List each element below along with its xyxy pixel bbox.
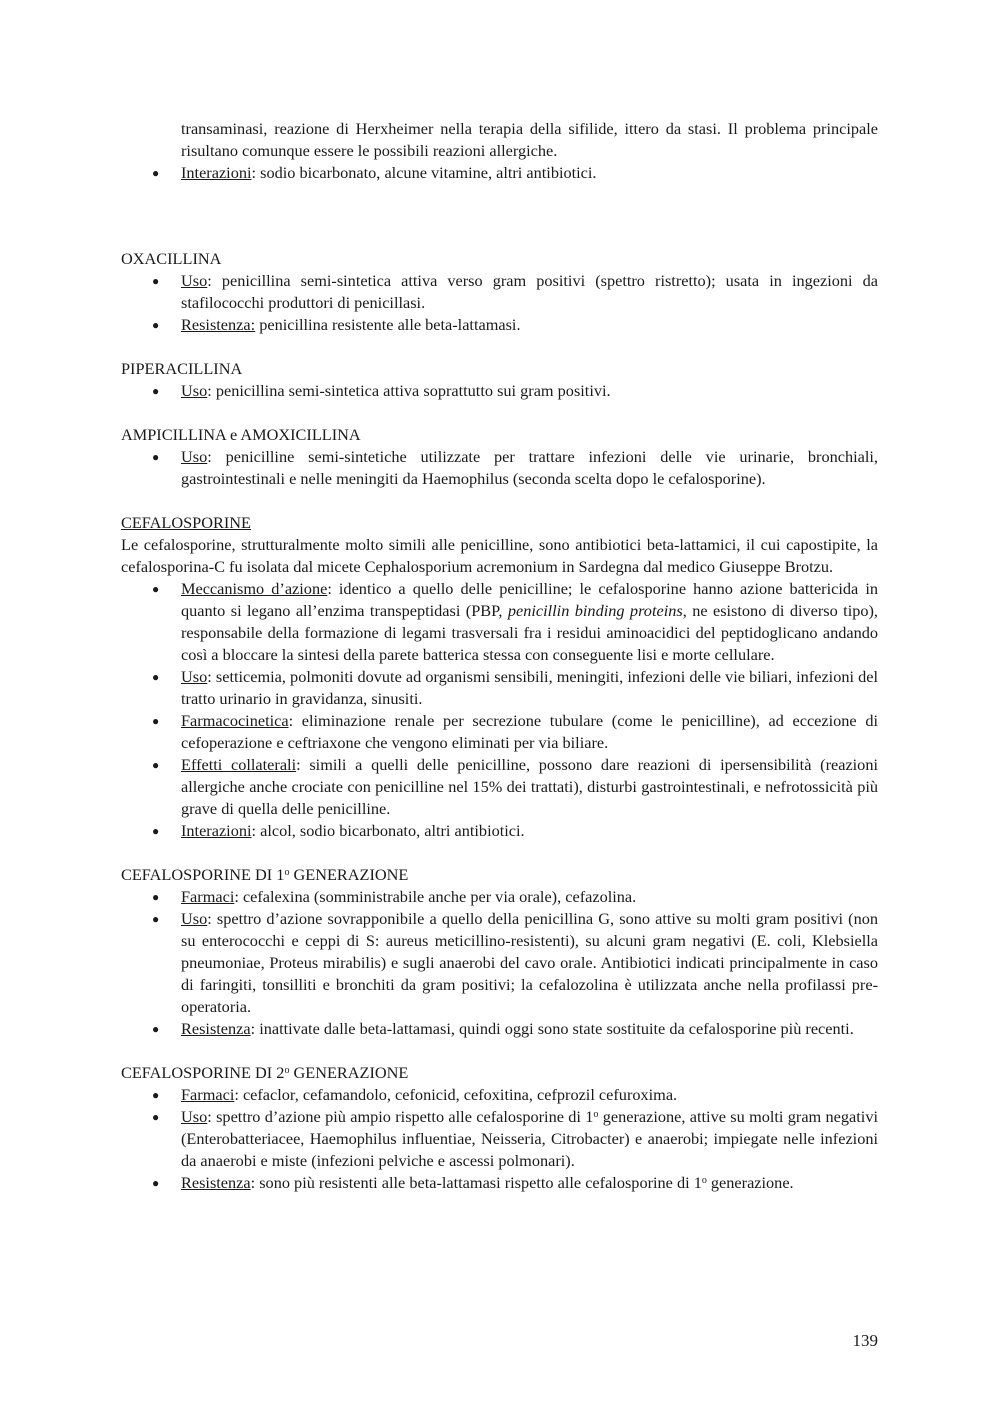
item-label: Uso bbox=[181, 1107, 208, 1126]
list-item bbox=[152, 1106, 878, 1172]
item-label: Uso bbox=[181, 447, 208, 466]
bullet-icon: ● bbox=[152, 1110, 160, 1124]
item-text-italic: penicillin binding proteins bbox=[507, 601, 683, 620]
item-text: : simili a quelli delle penicilline, possono dare reazioni di ipersensibilità (reazioni allergiche anche crociate con penicilline nel 15% dei trattati), disturbi gastrointestinali, e nefrotossicità più grave di quella delle penicilline. bbox=[181, 755, 878, 818]
superscript: o bbox=[701, 1175, 707, 1186]
item-label: Uso bbox=[181, 381, 208, 400]
item-label: Interazioni bbox=[181, 163, 252, 182]
item-text: : sono più resistenti alle beta-lattamasi rispetto alle cefalosporine di 1 bbox=[250, 1173, 702, 1192]
heading-text: CEFALOSPORINE DI 2 bbox=[121, 1063, 285, 1082]
list-item bbox=[152, 162, 878, 184]
bullet-icon: ● bbox=[152, 890, 160, 904]
item-text: : penicillina semi-sintetica attiva verso gram positivi (spettro ristretto); usata in ingezioni da stafilococchi produttori di penicillasi. bbox=[181, 271, 878, 312]
section-heading-gen2 bbox=[121, 1062, 878, 1084]
item-text: : setticemia, polmoniti dovute ad organismi sensibili, meningiti, infezioni delle vie biliari, infezioni del tratto urinario in gravidanza, sinusiti. bbox=[181, 667, 878, 708]
superscript: o bbox=[284, 1065, 290, 1076]
list-item bbox=[152, 1018, 878, 1040]
item-text: : cefalexina (somministrabile anche per via orale), cefazolina. bbox=[234, 887, 637, 906]
continuation-paragraph: transaminasi, reazione di Herxheimer nella terapia della sifilide, ittero da stasi. Il problema principale risultano comunque essere le possibili reazioni allergiche. bbox=[181, 119, 878, 160]
item-label: Interazioni bbox=[181, 821, 252, 840]
section-heading-ampicillina: AMPICILLINA e AMOXICILLINA bbox=[121, 425, 361, 444]
ampicillina-list bbox=[121, 446, 878, 490]
item-text: penicillina resistente alle beta-lattamasi. bbox=[255, 315, 521, 334]
list-item bbox=[152, 710, 878, 754]
list-item bbox=[152, 908, 878, 1018]
list-item bbox=[152, 666, 878, 710]
list-item bbox=[152, 380, 878, 402]
cefalosporine-intro: Le cefalosporine, strutturalmente molto simili alle penicilline, sono antibiotici beta-lattamici, il cui capostipite, la cefalosporina-C fu isolata dal micete Cephalosporium acremonium in Sardegna dal medico Giuseppe Brotzu. bbox=[121, 535, 878, 576]
superscript: o bbox=[284, 867, 290, 878]
item-text: : penicillina semi-sintetica attiva soprattutto sui gram positivi. bbox=[207, 381, 611, 400]
item-label: Uso bbox=[181, 271, 208, 290]
bullet-icon: ● bbox=[152, 166, 160, 180]
section-heading-gen1 bbox=[121, 864, 878, 886]
list-item bbox=[152, 314, 878, 336]
item-label: Farmaci bbox=[181, 1085, 235, 1104]
bullet-icon: ● bbox=[152, 714, 160, 728]
item-label: Farmacocinetica bbox=[181, 711, 289, 730]
cefalosporine-list bbox=[121, 578, 878, 842]
bullet-icon: ● bbox=[152, 582, 160, 596]
item-text: : inattivate dalle beta-lattamasi, quindi oggi sono state sostituite da cefalosporine più recenti. bbox=[250, 1019, 854, 1038]
item-label: Resistenza: bbox=[181, 315, 256, 334]
item-label: Farmaci bbox=[181, 887, 235, 906]
item-label: Effetti collaterali bbox=[181, 755, 297, 774]
bullet-icon: ● bbox=[152, 1022, 160, 1036]
heading-text: GENERAZIONE bbox=[289, 865, 409, 884]
top-bullet-list bbox=[121, 162, 878, 184]
bullet-icon: ● bbox=[152, 1176, 160, 1190]
item-text: , ne esistono di diverso tipo), responsabile della formazione di legami trasversali fra i residui aminoacidici del peptidoglicano andando così a bloccare la sintesi della parete batterica stessa con conseguente lisi e morte cellulare. bbox=[181, 601, 878, 664]
list-item bbox=[152, 1084, 878, 1106]
item-text: generazione. bbox=[706, 1173, 794, 1192]
section-heading-piperacillina: PIPERACILLINA bbox=[121, 359, 243, 378]
section-heading-oxacillina: OXACILLINA bbox=[121, 249, 222, 268]
page-number: 139 bbox=[852, 1331, 878, 1350]
bullet-icon: ● bbox=[152, 670, 160, 684]
list-item bbox=[152, 578, 878, 666]
item-text: : spettro d’azione sovrapponibile a quello della penicillina G, sono attive su molti gram positivi (non su enterococchi e ceppi di S: aureus meticillino-resistenti), su alcuni gram negativi (E. coli, Klebsiella pneumoniae, Proteus mirabilis) e sugli anaerobi del cavo orale. Antibiotici indicati principalmente in caso di faringiti, tonsilliti e bronchiti da gram positivi; la cefalozolina è utilizzata anche nella profilassi pre-operatoria. bbox=[181, 909, 878, 1016]
item-label: Uso bbox=[181, 667, 208, 686]
item-text: : eliminazione renale per secrezione tubulare (come le penicilline), ad eccezione di cefoperazione e ceftriaxone che vengono eliminati per via biliare. bbox=[181, 711, 878, 752]
bullet-icon: ● bbox=[152, 384, 160, 398]
bullet-icon: ● bbox=[152, 450, 160, 464]
item-text: : cefaclor, cefamandolo, cefonicid, cefoxitina, cefprozil cefuroxima. bbox=[234, 1085, 678, 1104]
oxacillina-list bbox=[121, 270, 878, 336]
list-item bbox=[152, 446, 878, 490]
list-item bbox=[152, 754, 878, 820]
superscript: o bbox=[593, 1109, 599, 1120]
item-label: Resistenza bbox=[181, 1173, 251, 1192]
item-text: generazione, attive su molti gram negativi (Enterobatteriacee, Haemophilus influentiae, Neisseria, Citrobacter) e anaerobi; impiegate nelle infezioni da anaerobi e miste (infezioni pelviche e ascessi polmonari). bbox=[181, 1107, 878, 1170]
list-item bbox=[152, 886, 878, 908]
list-item bbox=[152, 820, 878, 842]
item-text: : spettro d’azione più ampio rispetto alle cefalosporine di 1 bbox=[207, 1107, 594, 1126]
bullet-icon: ● bbox=[152, 274, 160, 288]
item-label: Meccanismo d’azione bbox=[181, 579, 328, 598]
item-text: : sodio bicarbonato, alcune vitamine, altri antibiotici. bbox=[251, 163, 597, 182]
item-text: : identico a quello delle penicilline; le cefalosporine hanno azione battericida in quanto si legano all’enzima transpeptidasi (PBP, bbox=[181, 579, 878, 620]
list-item bbox=[152, 270, 878, 314]
heading-text: GENERAZIONE bbox=[289, 1063, 409, 1082]
piperacillina-list bbox=[121, 380, 878, 402]
bullet-icon: ● bbox=[152, 912, 160, 926]
item-text: : alcol, sodio bicarbonato, altri antibiotici. bbox=[251, 821, 525, 840]
bullet-icon: ● bbox=[152, 318, 160, 332]
item-label: Uso bbox=[181, 909, 208, 928]
item-label: Resistenza bbox=[181, 1019, 251, 1038]
list-item bbox=[152, 1172, 878, 1194]
bullet-icon: ● bbox=[152, 758, 160, 772]
gen1-list bbox=[121, 886, 878, 1040]
section-heading-cefalosporine: CEFALOSPORINE bbox=[121, 513, 251, 532]
bullet-icon: ● bbox=[152, 824, 160, 838]
bullet-icon: ● bbox=[152, 1088, 160, 1102]
gen2-list bbox=[121, 1084, 878, 1194]
document-page bbox=[121, 118, 878, 1194]
item-text: : penicilline semi-sintetiche utilizzate per trattare infezioni delle vie urinarie, bronchiali, gastrointestinali e nelle meningiti da Haemophilus (seconda scelta dopo le cefalosporine). bbox=[181, 447, 878, 488]
heading-text: CEFALOSPORINE DI 1 bbox=[121, 865, 285, 884]
